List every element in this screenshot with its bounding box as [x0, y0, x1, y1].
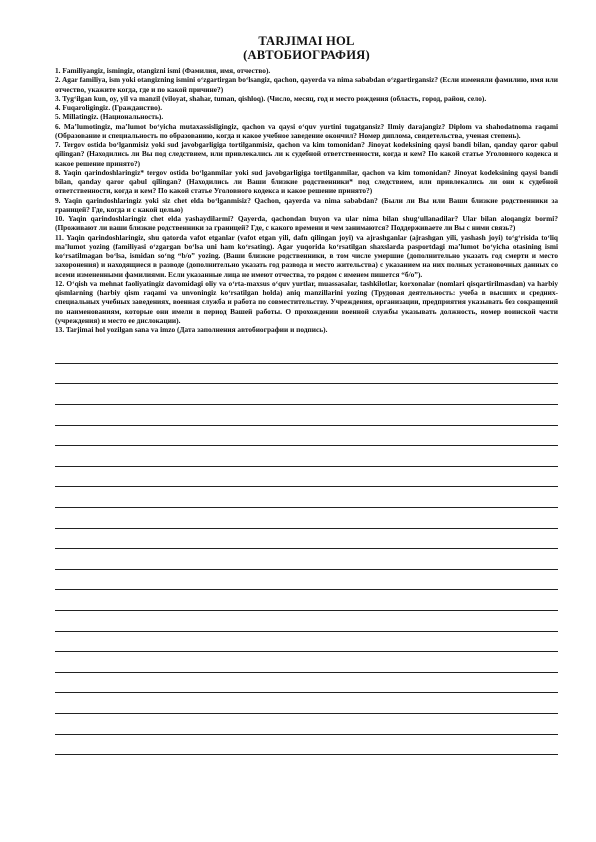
answer-line[interactable]	[55, 590, 558, 611]
question-item-6: 6. Ma’lumotingiz, ma’lumot bo‘yicha mutaxassisligingiz, qachon va qaysi o‘quv yurtini tugatgansiz? Ilmiy darajangiz? Diplom va shahodatnoma raqami (Образование и специальность по образованию, когда и какое учебное заведение окончил? Номер диплома, свидетельства, ученая степень).	[55, 121, 558, 140]
answer-line[interactable]	[55, 549, 558, 570]
answer-line[interactable]	[55, 693, 558, 714]
question-item-8: 8. Yaqin qarindoshlaringiz* tergov ostida bo‘lganmilar yoki sud javobgarligiga tortilganmilar, qachon va kim tomonidan? Jinoyat kodeksining qaysi bandi bilan, qanday qaror qabul qilingan? (Находились ли Ваши близкие родственники* под следствием, или привлекались ли они к судебной ответственности, когда и кем? По какой статье Уголовного кодекса и какое решение принято?)	[55, 167, 558, 196]
answer-line[interactable]	[55, 487, 558, 508]
title-uzbek: TARJIMAI HOL	[258, 34, 355, 48]
question-item-2: 2. Agar familiya, ism yoki otangizning ismini o‘zgartirgan bo‘lsangiz, qachon, qayerda va nima sababdan o‘zgartirgansiz? (Если изменяли фамилию, имя или отчество, укажите когда, где и по какой причине?)	[55, 75, 558, 94]
answer-line[interactable]	[55, 714, 558, 735]
question-item-3: 3. Tyg‘ilgan kun, oy, yil va manzil (viloyat, shahar, tuman, qishloq). (Число, месяц, год и место рождения (область, город, район, село).	[55, 93, 487, 103]
answer-line[interactable]	[55, 611, 558, 632]
title-russian: (АВТОБИОГРАФИЯ)	[243, 48, 370, 62]
answer-line[interactable]	[55, 652, 558, 673]
answer-line[interactable]	[55, 405, 558, 426]
answer-line[interactable]	[55, 384, 558, 405]
question-item-9: 9. Yaqin qarindoshlaringiz yoki siz chet elda bo‘lganmisiz? Qachon, qayerda va nima sababdan? (Были ли Вы или Ваши близкие родственники за границей? Где, когда и с какой целью)	[55, 195, 558, 214]
question-item-5: 5. Millatingiz. (Национальность).	[55, 112, 164, 122]
question-item-13: 13. Tarjimai hol yozilgan sana va imzo (Дата заполнения автобиографии и подпись).	[55, 325, 328, 334]
answer-line[interactable]	[55, 673, 558, 694]
form-title	[55, 34, 558, 62]
question-item-12: 12. O‘qish va mehnat faoliyatingiz davomidagi oliy va o‘rta-maxsus o‘quv yurtlar, muassasalar, tashkilotlar, korxonalar (nomlari qisqartirilmasdan) va harbiy qismlarning (harbiy qism raqami va unvoningiz ko‘rsatilgan holda) aniq manzillarini yozing (Трудовая деятельность: учеба в высших и средних-специальных учебных заведениях, военная служба и работа по совместительству. Учреждения, организации, предприятия указывать без сокращений по наименованиям, которые они имели в период Вашей работы. О прохождении военной службы указывать должность, номер воинской части (учреждения) и место ее дислокации).	[55, 278, 558, 325]
answer-line[interactable]	[55, 735, 558, 756]
question-item-7: 7. Tergov ostida bo‘lganmisiz yoki sud javobgarligiga tortilganmisiz, qachon va kim tomonidan? Jinoyat kodeksining qaysi bandi bilan, qanday qaror qabul qilingan? (Находились ли Вы под следствием, или привлекались ли к судебной ответственности, когда и кем? По какой статье Уголовного кодекса и какое решение принято?)	[55, 140, 558, 168]
answer-line[interactable]	[55, 632, 558, 653]
answer-lines[interactable]	[55, 343, 558, 755]
question-item-1: 1. Familiyangiz, ismingiz, otangizni ismi (Фамилия, имя, отчество).	[55, 66, 271, 75]
answer-line[interactable]	[55, 364, 558, 385]
answer-line[interactable]	[55, 426, 558, 447]
answer-line[interactable]	[55, 508, 558, 529]
answer-line[interactable]	[55, 446, 558, 467]
question-item-4: 4. Fuqaroligingiz. (Гражданство).	[55, 103, 163, 112]
answer-line[interactable]	[55, 570, 558, 591]
answer-line[interactable]	[55, 529, 558, 550]
question-item-11: 11. Yaqin qarindoshlaringiz, shu qatorda vafot etganlar (vafot etgan yili, dafn qilingan joyi) va ajrashganlar (ajrashgan yili, yashash joyi) to‘g‘risida to‘liq ma’lumot yozing (familiyasi o‘zgargan bo‘lsa uni ham ko‘rsating). Agar yuqorida ko‘rsatilgan shaxslarda pasportdagi ma’lumot bo‘yicha otasining ismi ko‘rsatilmagan bo‘lsa, ismidan so‘ng “b/o” yozing. (Ваши близкие родственники, в том числе умершие (дополнительно указать год смерти и место захоронения) и находящиеся в разводе (дополнительно указать год развода и место жительства) с указанием на них полных установочных данных со всеми измененными фамилиями. Если указанные лица не имеют отчества, то рядом с именем пишется “б/о”).	[55, 232, 558, 279]
answer-line[interactable]	[55, 343, 558, 364]
question-list	[55, 66, 558, 334]
answer-line[interactable]	[55, 467, 558, 488]
question-item-10: 10. Yaqin qarindoshlaringiz chet elda yashaydilarmi? Qayerda, qachondan buyon va ular nima bilan shug‘ullanadilar? Ular bilan aloqangiz bormi? (Проживают ли ваши близкие родственники за границей? Где, с какого времени и чем занимаются? Поддерживаете ли Вы с ними связь?)	[55, 214, 558, 233]
